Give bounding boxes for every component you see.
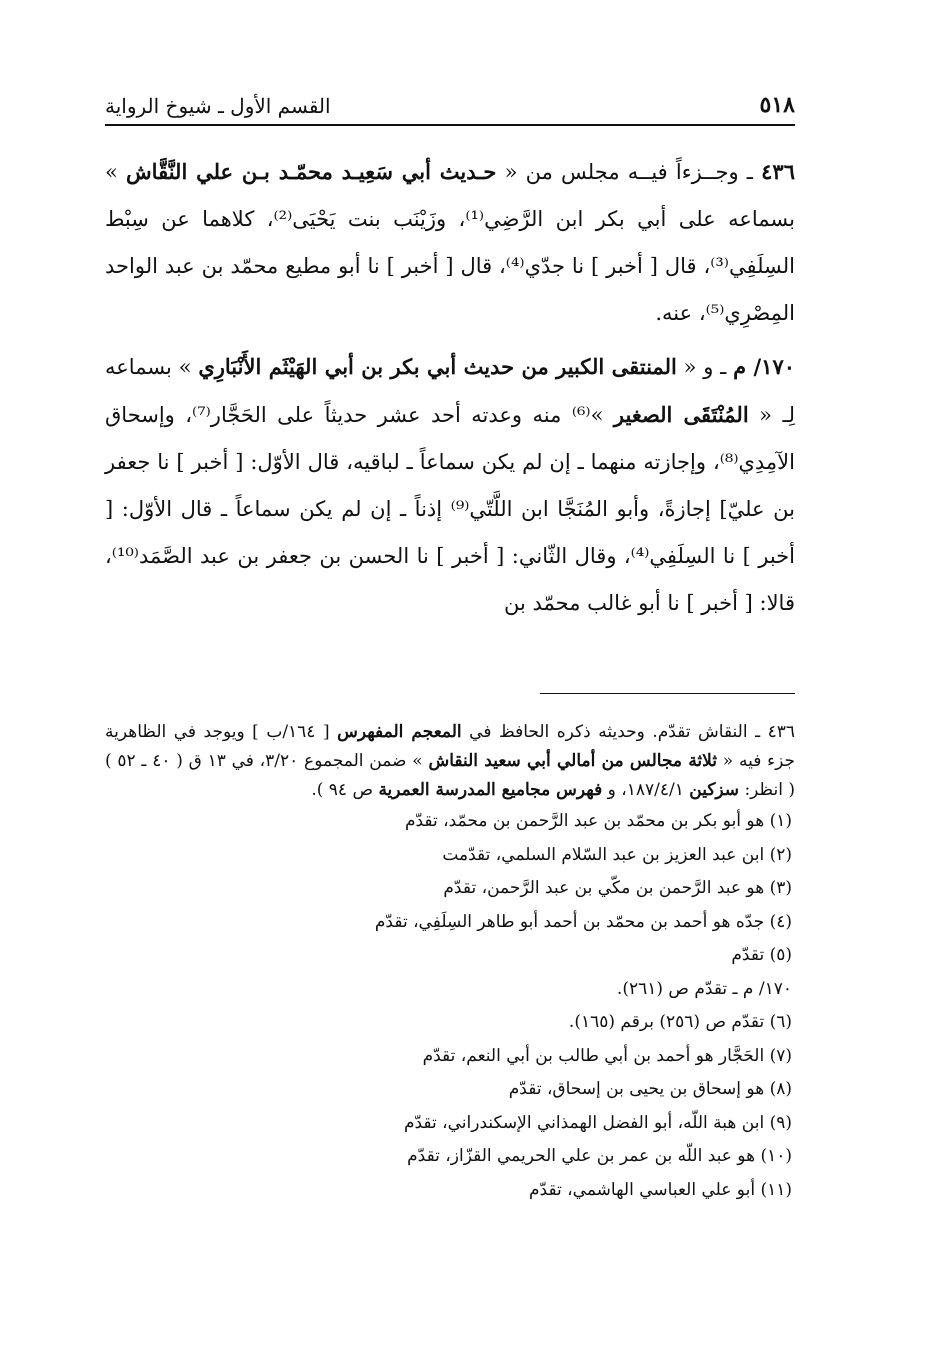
footnotes (105, 718, 795, 1207)
footnote-item: (٦) تقدّم ص (٢٥٦) برقم (١٦٥). (568, 1012, 792, 1032)
entry-prefix: ـ وجــزءاً فيــه مجلس من « (496, 160, 762, 184)
footnote-list (105, 805, 795, 1207)
header-rule (105, 124, 795, 126)
entry-connector: » بسماعه لِـ « (105, 355, 795, 427)
footnote-436 (105, 718, 795, 805)
note-bold: المعجم المفهرس (337, 722, 462, 742)
footnote-separator (540, 693, 795, 694)
page-number: ٥١٨ (759, 92, 795, 118)
entry-subtitle: المُنْتَقَى الصغير (613, 402, 749, 427)
note-bold: ثلاثة مجالس من أمالي أبي سعيد النقاش (428, 751, 718, 771)
footnote-item: (٢) ابن عبد العزيز بن عبد السّلام السلمي، تقدّمت (442, 844, 792, 865)
footnote-item: (١) هو أبو بكر بن محمّد بن عبد الرَّحمن بن محمّد، تقدّم (404, 811, 792, 831)
footnote-item: (٥) تقدّم (731, 945, 792, 965)
note-text: » ضمن المجموع ٣/٢٠، في ١٣ ق ( ٤٠ ـ ٥٢ ) ( انظر: (105, 751, 795, 800)
note-bold: سزكين (689, 780, 740, 800)
footnote-item: (٧) الحَجَّار هو أحمد بن أبي طالب بن أبي النعم، تقدّم (422, 1045, 792, 1066)
footnote-item: (٣) هو عبد الرَّحمن بن مكّي بن عبد الرَّحمن، تقدّم (443, 878, 792, 898)
entry-436 (105, 148, 795, 337)
entry-title: المنتقى الكبير من حديث أبي بكر بن أبي الهَيْثَم الأَنْبَارِي (198, 354, 677, 379)
note-text: ٤٣٦ ـ النقاش تقدّم. وحديثه ذكره الحافظ في (461, 722, 795, 742)
entry-body: »⁽⁶⁾ منه وعدته أحد عشر حديثاً على الحَجَّار⁽⁷⁾، وإسحاق الآمِدِي⁽⁸⁾، وإجازته منهما ـ إن لم يكن سماعاً ـ لباقيه، قال الأوّل: [ أخبر ] نا جعفر بن عليّ] إجازةً، وأبو المُنَجَّا ابن اللَّتّي⁽⁹⁾ إذناً ـ إن لم يكن سماعاً ـ قال الأوّل: [ أخبر ] نا السِلَفِي⁽⁴⁾، وقال الثّاني: [ أخبر ] نا الحسن بن جعفر بن عبد الصَّمَد⁽¹⁰⁾، قالا: [ أخبر ] نا أبو غالب محمّد بن (105, 403, 795, 615)
entry-body: » بسماعه على أبي بكر ابن الرَّضِي⁽¹⁾، وزَيْنَب بنت يَحْيَى⁽²⁾، كلاهما عن سِبْط السِلَفِي⁽³⁾، قال [ أخبر ] نا جدّي⁽⁴⁾، قال [ أخبر ] نا أبو مطيع محمّد بن عبد الواحد المِصْرِي⁽⁵⁾، عنه. (105, 160, 795, 325)
note-text: [ ١٦٤/ب ] ويوجد في الظاهرية جزء فيه « (105, 722, 795, 771)
main-text (105, 148, 795, 633)
footnote-item: ١٧٠/ م ـ تقدّم ص (٢٦١). (616, 978, 792, 999)
entry-number: ٤٣٦ (761, 159, 795, 184)
note-text: ١٨٧/٤/١، و (602, 780, 690, 800)
running-header (105, 92, 795, 124)
footnote-item: (١١) أبو علي العباسي الهاشمي، تقدّم (529, 1179, 792, 1200)
header-title: القسم الأول ـ شيوخ الرواية (105, 94, 331, 118)
note-bold: فهرس مجاميع المدرسة العمرية (378, 780, 603, 800)
footnote-item: (٩) ابن هبة اللّه، أبو الفضل الهمذاني الإسكندراني، تقدّم (403, 1112, 792, 1133)
footnote-item: (٨) هو إسحاق بن يحيى بن إسحاق، تقدّم (508, 1079, 792, 1099)
entry-prefix: ـ و « (676, 355, 734, 379)
entry-number: ١٧٠/ م (733, 354, 796, 379)
note-text: ص ٩٤ ). (311, 780, 379, 800)
entry-title: حـديث أبي سَعِيـد محمّـد بـن علي النَّقَّاش (126, 159, 497, 184)
entry-170 (105, 343, 795, 627)
footnote-item: (١٠) هو عبد اللّه بن عمر بن علي الحريمي القزّاز، تقدّم (407, 1146, 792, 1166)
footnote-item: (٤) جدّه هو أحمد بن محمّد بن أحمد أبو طاهر السِلَفِي، تقدّم (374, 911, 792, 932)
